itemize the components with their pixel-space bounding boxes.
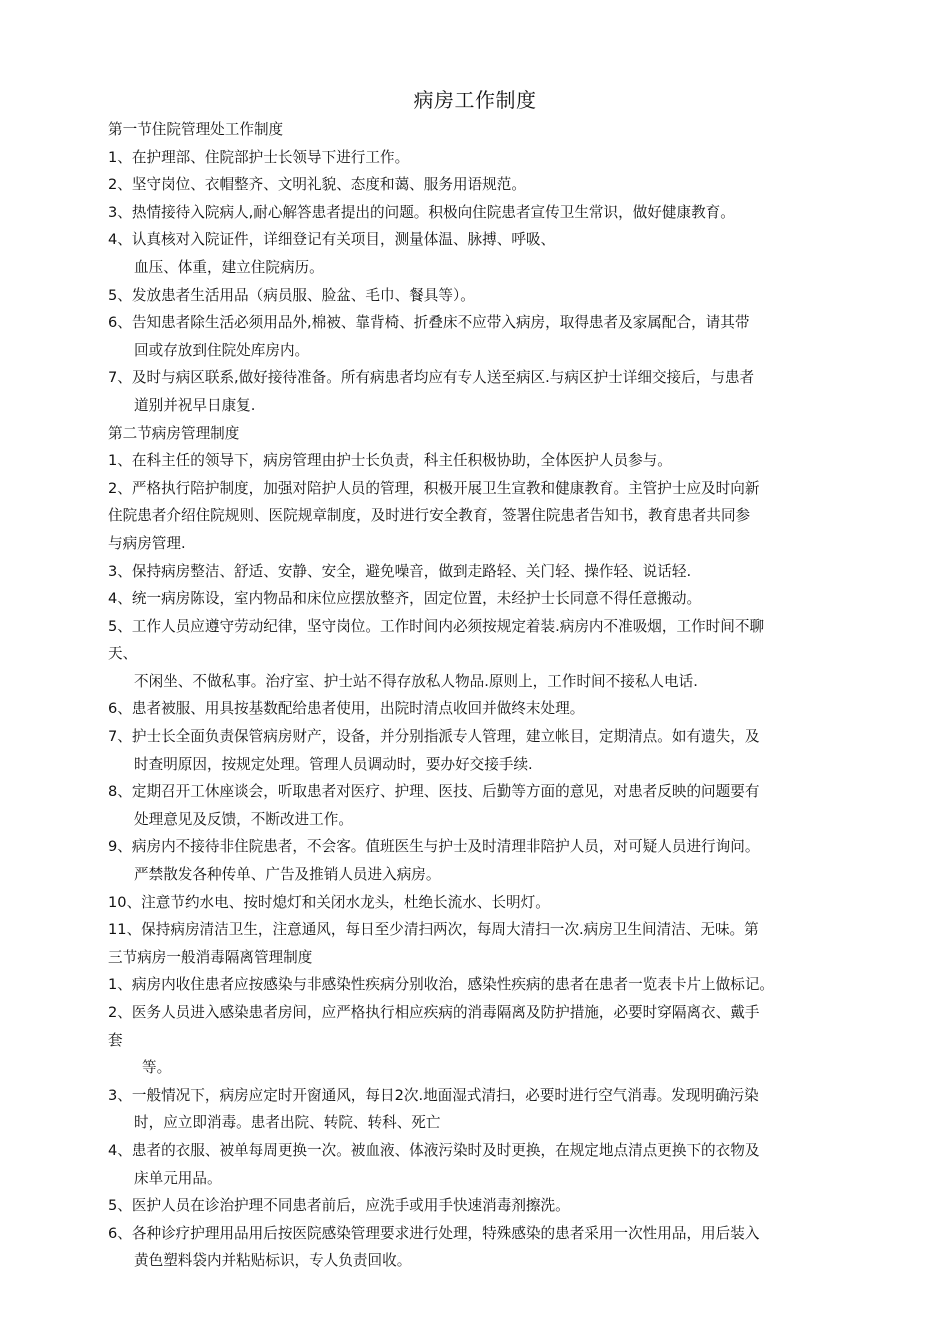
list-item-text: 3、保持病房整洁、舒适、安静、安全，避免噪音，做到走路轻、关门轻、操作轻、说话轻.: [108, 562, 692, 580]
list-item: [108, 1137, 878, 1192]
list-item-continuation: 床单元用品。: [134, 1169, 222, 1187]
list-item-text: 3、热情接待入院病人,耐心解答患者提出的问题。积极向住院患者宣传卫生常识，做好健康教育。: [108, 203, 735, 221]
list-item-continuation: 时查明原因，按规定处理。管理人员调动时，要办好交接手续.: [134, 755, 533, 773]
list-item: [108, 475, 878, 558]
list-item-text: 5、工作人员应遵守劳动纪律，坚守岗位。工作时间内必须按规定着装.病房内不准吸烟，工作时间不聊: [108, 617, 765, 635]
list-item-continuation: 处理意见及反馈，不断改进工作。: [134, 810, 353, 828]
list-item-continuation: 等。: [142, 1059, 172, 1077]
list-item-text: 4、认真核对入院证件，详细登记有关项目，测量体温、脉搏、呼吸、: [108, 231, 556, 249]
list-item: [108, 723, 878, 778]
list-item-continuation: 严禁散发各种传单、广告及推销人员进入病房。: [134, 866, 441, 884]
list-item-text: 9、病房内不接待非住院患者，不会客。值班医生与护士及时清理非陪护人员，对可疑人员进行询问。: [108, 838, 760, 856]
list-item: [108, 226, 878, 281]
list-item-text: 8、定期召开工休座谈会，听取患者对医疗、护理、医技、后勤等方面的意见，对患者反映的问题要有: [108, 783, 760, 801]
list-item-continuation: 回或存放到住院处库房内。: [134, 341, 310, 359]
list-item: [108, 1082, 878, 1137]
list-item: [108, 999, 878, 1082]
list-item: [108, 1220, 878, 1275]
list-item-continuation: 黄色塑料袋内并粘贴标识，专人负责回收。: [134, 1252, 412, 1270]
list-item-text: 7、及时与病区联系,做好接待准备。所有病患者均应有专人送至病区.与病区护士详细交接后，与患者: [108, 369, 755, 387]
list-item-text: 3、一般情况下，病房应定时开窗通风，每日2次.地面湿式清扫，必要时进行空气消毒。发现明确污染: [108, 1086, 759, 1104]
list-item: [108, 889, 878, 917]
list-item: [108, 585, 878, 613]
section-heading: 第二节病房管理制度: [108, 424, 240, 442]
list-item-text: 4、患者的衣服、被单每周更换一次。被血液、体液污染时及时更换，在规定地点清点更换下的衣物及: [108, 1141, 760, 1159]
list-item: [108, 971, 878, 999]
list-item-text: 1、在护理部、住院部护士长领导下进行工作。: [108, 148, 410, 166]
list-item: [108, 695, 878, 723]
section-heading: 第一节住院管理处工作制度: [108, 121, 284, 138]
list-item: [108, 309, 878, 364]
list-item-text: 7、护士长全面负责保管病房财产，设备，并分别指派专人管理，建立帐目，定期清点。如有遗失，及: [108, 728, 760, 746]
list-item-text: 1、病房内收住患者应按感染与非感染性疾病分别收治，感染性疾病的患者在患者一览表卡片上做标记。: [108, 976, 775, 994]
section: [108, 116, 878, 420]
document-title: 病房工作制度: [413, 88, 537, 112]
list-item-continuation: 住院患者介绍住院规则、医院规章制度，及时进行安全教育，签署住院患者告知书，教育患者共同参: [108, 507, 751, 525]
list-item: [108, 1192, 878, 1220]
section: [108, 420, 878, 972]
list-item-continuation: 不闲坐、不做私事。治疗室、护士站不得存放私人物品.原则上，工作时间不接私人电话.: [134, 672, 698, 690]
list-item-continuation: 天、: [108, 645, 138, 663]
list-item: [108, 916, 878, 971]
list-item: [108, 833, 878, 888]
list-item: [108, 171, 878, 199]
list-item-continuation: 时，应立即消毒。患者出院、转院、转科、死亡: [134, 1114, 441, 1132]
list-item: [108, 778, 878, 833]
list-item: [108, 364, 878, 419]
list-item-text: 2、坚守岗位、衣帽整齐、文明礼貌、态度和蔼、服务用语规范。: [108, 176, 526, 194]
list-item: [108, 558, 878, 586]
list-item-text: 2、医务人员进入感染患者房间，应严格执行相应疾病的消毒隔离及防护措施，必要时穿隔离衣、戴手: [108, 1004, 760, 1021]
list-item-continuation: 三节病房一般消毒隔离管理制度: [108, 948, 313, 966]
list-item-text: 10、注意节约水电、按时熄灯和关闭水龙头，杜绝长流水、长明灯。: [108, 893, 550, 911]
list-item-continuation: 套: [108, 1031, 123, 1049]
list-item-continuation: 与病房管理.: [108, 534, 186, 552]
document-body: [108, 116, 878, 1275]
list-item: [108, 613, 878, 696]
section: [108, 971, 878, 1275]
list-item: [108, 199, 878, 227]
list-item-text: 2、严格执行陪护制度，加强对陪护人员的管理，积极开展卫生宣教和健康教育。主管护士应及时向新: [108, 479, 760, 497]
list-item-text: 5、医护人员在诊治护理不同患者前后，应洗手或用手快速消毒剂擦洗。: [108, 1197, 570, 1215]
list-item-continuation: 血压、体重，建立住院病历。: [134, 258, 324, 276]
list-item: [108, 282, 878, 310]
list-item: [108, 447, 878, 475]
list-item-text: 6、患者被服、用具按基数配给患者使用，出院时清点收回并做终末处理。: [108, 700, 585, 718]
list-item-text: 4、统一病房陈设，室内物品和床位应摆放整齐，固定位置，未经护士长同意不得任意搬动。: [108, 590, 702, 608]
list-item-text: 1、在科主任的领导下，病房管理由护士长负责，科主任积极协助，全体医护人员参与。: [108, 452, 672, 470]
list-item: [108, 144, 878, 172]
list-item-text: 6、各种诊疗护理用品用后按医院感染管理要求进行处理，特殊感染的患者采用一次性用品，用后装入: [108, 1224, 760, 1242]
list-item-text: 5、发放患者生活用品（病员服、脸盆、毛巾、餐具等）。: [108, 286, 475, 304]
list-item-text: 6、告知患者除生活必须用品外,棉被、靠背椅、折叠床不应带入病房，取得患者及家属配合，请其带: [108, 314, 750, 332]
list-item-text: 11、保持病房清洁卫生，注意通风，每日至少清扫两次，每周大清扫一次.病房卫生间清洁、无味。第: [108, 921, 759, 939]
list-item-continuation: 道别并祝早日康复.: [134, 396, 256, 414]
